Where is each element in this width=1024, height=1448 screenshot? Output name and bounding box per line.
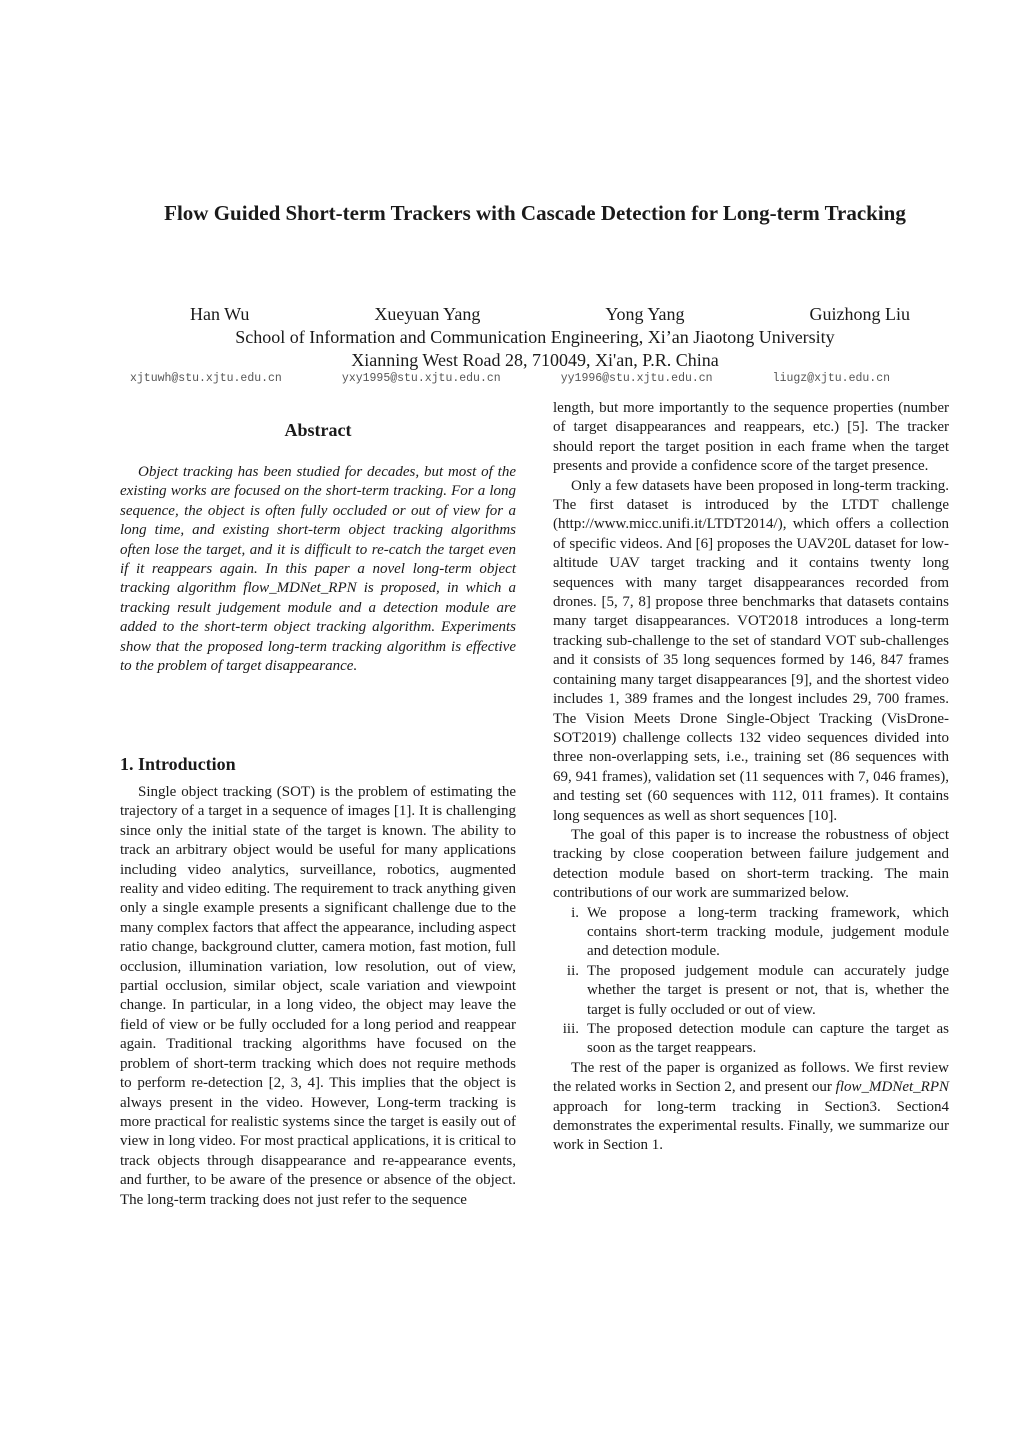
author-email: xjtuwh@stu.xjtu.edu.cn xyxy=(130,372,282,385)
left-column xyxy=(120,783,516,1210)
list-item xyxy=(553,904,949,962)
list-number: ii. xyxy=(566,962,579,979)
address: Xianning West Road 28, 710049, Xi'an, P.R. China xyxy=(351,350,719,370)
intro-paragraph: Single object tracking (SOT) is the problem of estimating the trajectory of a target in a sequence of images [1]. It is challenging since only the initial state of the target is known. The ability to track an arbitrary object would be useful for many applications including video analytics, surveillance, robotics, augmented reality and video editing. The requirement to track anything given only a single example presents a significant challenge due to the many complex factors that affect the appearance, including aspect ratio change, background clutter, camera motion, fast motion, full occlusion, illumination variation, low resolution, out of view, partial occlusion, similar object, scale variation and viewpoint change. In particular, in a long video, the object may leave the field of view or be fully occluded for a long period and reappear again. Traditional tracking algorithms have focused on the problem of short-term tracking which does not require methods to perform re-detection [2, 3, 4]. This implies that the object is always present in the video. However, Long-term tracking is more practical for realistic systems since the target is easily out of view in long video. For most practical applications, it is critical to track objects through disappearance and re-appearance events, and further, to be aware of the presence or absence of the object. The long-term tracking does not just refer to the sequence xyxy=(120,784,516,1208)
author-name: Xueyuan Yang xyxy=(374,304,481,324)
list-text: We propose a long-term tracking framework, which contains short-term tracking module, judgement module and detection module. xyxy=(587,904,949,960)
list-text: The proposed detection module can capture the target as soon as the target reappears. xyxy=(587,1021,949,1057)
email-list xyxy=(130,372,890,388)
author-list xyxy=(190,304,910,328)
datasets-paragraph: Only a few datasets have been proposed in long-term tracking. The first dataset is introduced by the LTDT challenge (http://www.micc.unifi.it/LTDT2014/), which offers a collection of specific videos. And [6] proposes the UAV20L dataset for low-altitude UAV target tracking and it contains twenty long sequences with many target disappearances recorded from drones. [5, 7, 8] propose three benchmarks that datasets contains many target disappearances. VOT2018 introduces a long-term tracking sub-challenge to the set of standard VOT sub-challenges and it consists of 35 long sequences formed by 146, 847 frames containing many target disappearances [9], and the shortest video includes 1, 389 frames and the longest includes 29, 700 frames. The Vision Meets Drone Single-Object Tracking (VisDrone-SOT2019) challenge collects 132 video sequences divided into three non-overlapping sets, i.e., training set (86 sequences with 69, 941 frames), validation set (11 sequences with 7, 046 frames), and testing set (60 sequences with 112, 011 frames). It contains long sequences as well as short sequences [10]. xyxy=(553,477,949,824)
list-item xyxy=(553,962,949,1020)
list-item xyxy=(553,1020,949,1059)
author-email: liugz@xjtu.edu.cn xyxy=(772,372,890,385)
author-name: Yong Yang xyxy=(605,304,685,324)
method-name: flow_MDNet_RPN xyxy=(835,1079,949,1096)
affiliation: School of Information and Communication Engineering, Xi’an Jiaotong University xyxy=(235,327,835,347)
right-column xyxy=(553,399,949,1156)
author-name: Guizhong Liu xyxy=(809,304,910,324)
author-name: Han Wu xyxy=(190,304,250,324)
author-email: yxy1995@stu.xjtu.edu.cn xyxy=(341,372,501,385)
abstract-text: Object tracking has been studied for decades, but most of the existing works are focused on the short-term tracking. For a long sequence, the object is often fully occluded or out of view for a long time, and existing short-term object tracking algorithms often lose the target, and it is difficult to re-catch the target even if it reappears again. In this paper a novel long-term object tracking algorithm flow_MDNet_RPN is proposed, in which a tracking result judgement module and a detection module are added to the short-term object tracking algorithm. Experiments show that the proposed long-term tracking algorithm is effective to the problem of target disappearance. xyxy=(120,464,516,675)
outline-text-end: approach for long-term tracking in Section3. Section4 demonstrates the experimental results. Finally, we summarize our work in Section 1. xyxy=(553,1098,949,1154)
list-number: i. xyxy=(571,904,579,921)
author-email: yy1996@stu.xjtu.edu.cn xyxy=(560,372,713,385)
contributions-list xyxy=(553,904,949,1059)
outline-paragraph xyxy=(553,1059,949,1156)
paper-title: Flow Guided Short-term Trackers with Cascade Detection for Long-term Tracking xyxy=(164,201,906,225)
list-number: iii. xyxy=(562,1021,579,1037)
abstract-heading: Abstract xyxy=(284,420,352,440)
list-text: The proposed judgement module can accurately judge whether the target is present or not, that is, whether the target is fully occluded or out of view. xyxy=(587,962,949,1018)
outline-text-start: The rest of the paper is organized as follows. We first review the related works in Section 2, and present our xyxy=(553,1059,949,1096)
section-heading: 1. Introduction xyxy=(120,754,236,774)
intro-paragraph-continued: length, but more importantly to the sequence properties (number of target disappearances and reappears, etc.) [5]. The tracker should report the target position in each frame when the target presents and provide a confidence score of the target presence. xyxy=(553,400,949,475)
goal-paragraph: The goal of this paper is to increase the robustness of object tracking by close cooperation between failure judgement and detection module based on short-term tracking. The main contributions of our work are summarized below. xyxy=(553,826,949,902)
